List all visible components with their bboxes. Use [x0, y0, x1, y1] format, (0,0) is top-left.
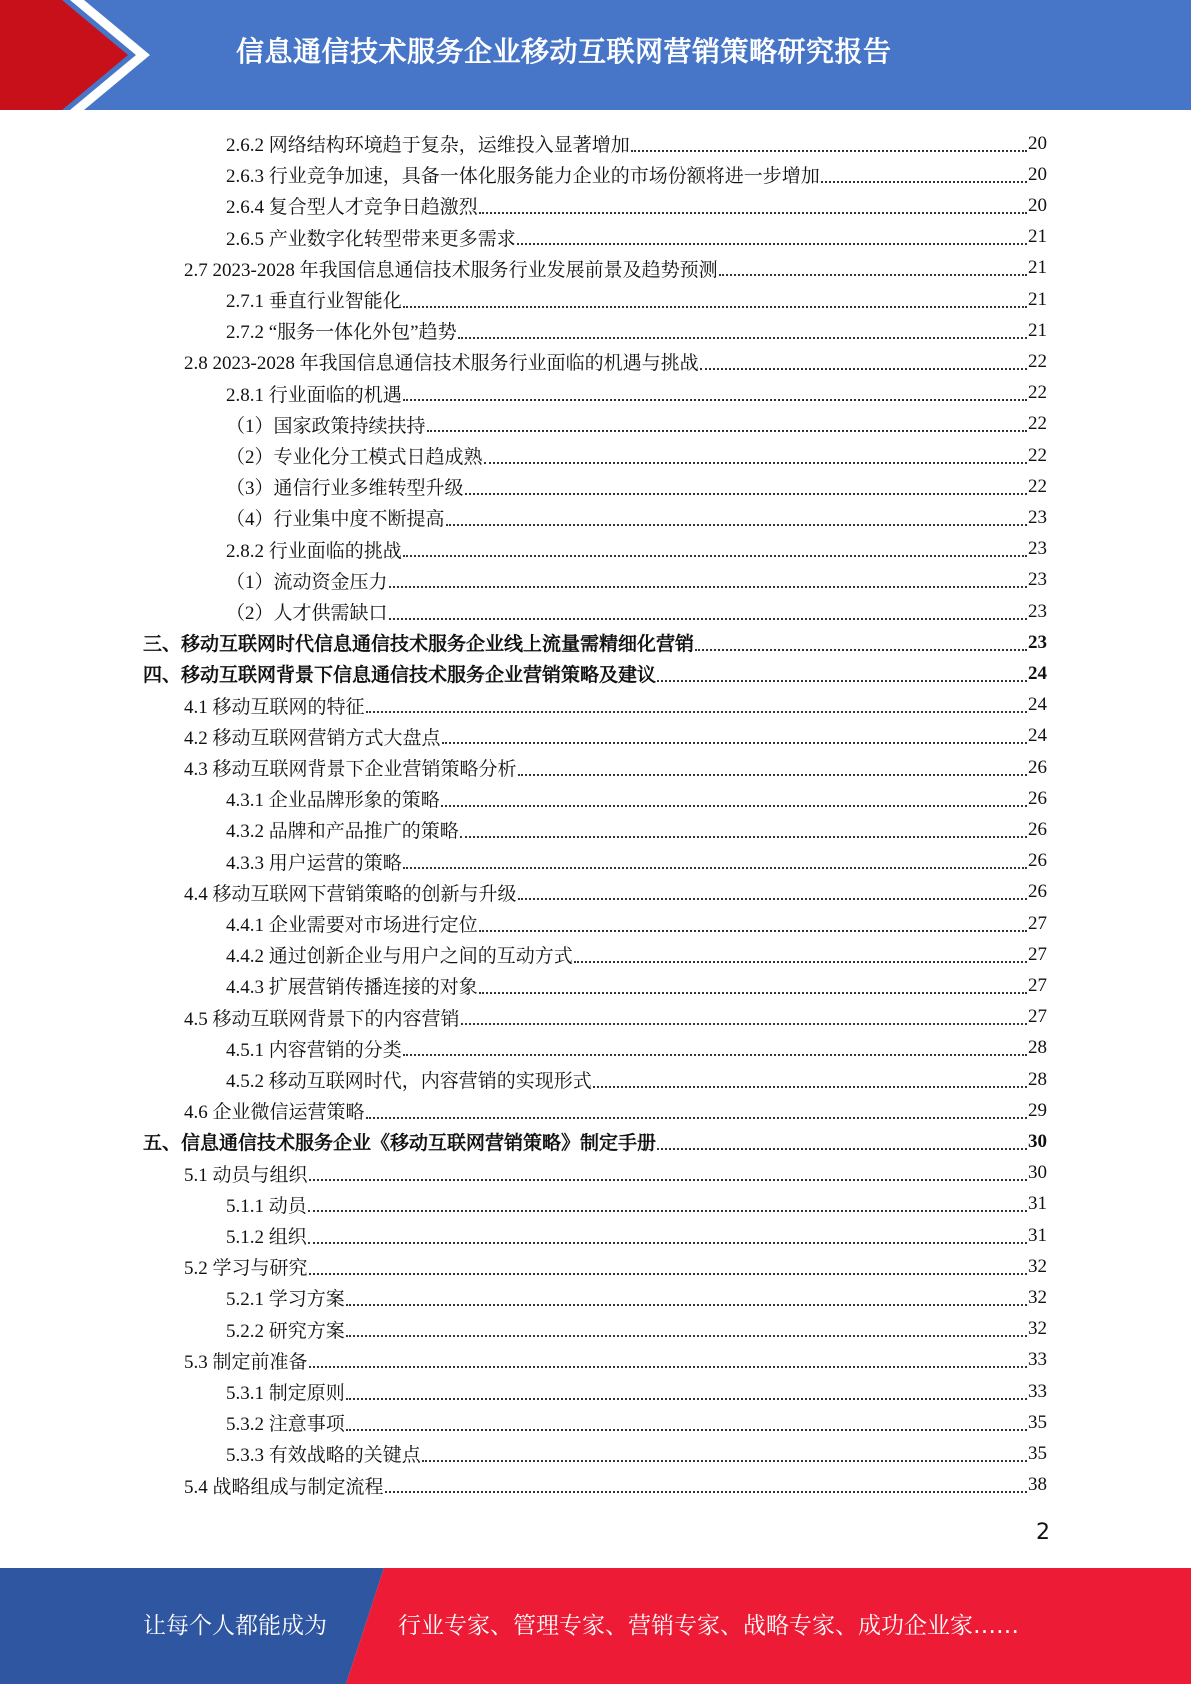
toc-entry[interactable] [184, 752, 1047, 783]
toc-entry-page: 21 [1028, 226, 1047, 248]
toc-entry[interactable] [226, 939, 1047, 970]
toc-entry[interactable] [226, 783, 1047, 814]
toc-entry[interactable] [226, 1438, 1047, 1469]
toc-entry[interactable] [143, 658, 1047, 689]
toc-entry-page: 21 [1028, 288, 1047, 310]
toc-entry[interactable] [226, 596, 1047, 627]
toc-entry-page: 23 [1028, 600, 1047, 622]
toc-entry-label: （2）专业化分工模式日趋成熟 [226, 447, 483, 468]
toc-dot-leader [403, 306, 1027, 308]
toc-entry[interactable] [226, 908, 1047, 939]
document-title: 信息通信技术服务企业移动互联网营销策略研究报告 [236, 35, 892, 68]
toc-entry-label: 5.3.2 注意事项 [226, 1414, 345, 1436]
toc-entry-page: 27 [1028, 943, 1047, 965]
toc-dot-leader [403, 555, 1027, 557]
toc-entry-label: 2.7.1 垂直行业智能化 [226, 291, 402, 312]
toc-entry-page: 24 [1028, 662, 1047, 684]
toc-entry-page: 21 [1028, 319, 1047, 341]
toc-dot-leader [574, 961, 1027, 963]
toc-entry-label: 2.7 2023-2028 年我国信息通信技术服务行业发展前景及趋势预测 [184, 259, 718, 281]
toc-dot-leader [308, 1242, 1027, 1244]
toc-entry-page: 27 [1028, 912, 1047, 934]
toc-dot-leader [389, 618, 1027, 620]
toc-entry-page: 27 [1028, 1006, 1047, 1028]
toc-entry-label: 2.6.2 网络结构环境趋于复杂，运维投入显著增加 [226, 135, 630, 156]
toc-entry[interactable] [226, 970, 1047, 1001]
toc-entry-page: 31 [1028, 1224, 1047, 1246]
toc-dot-leader [441, 805, 1027, 807]
page-number: 2 [1036, 1520, 1050, 1545]
toc-entry-page: 26 [1028, 818, 1047, 840]
toc-entry[interactable] [226, 222, 1047, 253]
toc-entry-page: 35 [1028, 1411, 1047, 1433]
toc-entry[interactable] [226, 409, 1047, 440]
toc-entry-page: 21 [1028, 257, 1047, 279]
toc-dot-leader [631, 150, 1027, 152]
toc-dot-leader [657, 1148, 1027, 1150]
toc-entry[interactable] [226, 502, 1047, 533]
toc-entry[interactable] [226, 534, 1047, 565]
toc-entry-label: （3）通信行业多维转型升级 [226, 478, 464, 500]
toc-entry-label: 4.3.1 企业品牌形象的策略 [226, 790, 440, 812]
toc-dot-leader [346, 1429, 1027, 1431]
toc-dot-leader [458, 337, 1027, 339]
toc-entry-page: 23 [1028, 538, 1047, 560]
toc-entry[interactable] [143, 627, 1047, 658]
toc-entry-label: 5.2 学习与研究 [184, 1258, 308, 1280]
header-banner [0, 0, 1191, 110]
toc-entry-page: 24 [1028, 725, 1047, 747]
toc-entry-page: 20 [1028, 163, 1047, 185]
toc-entry-page: 26 [1028, 756, 1047, 778]
toc-dot-leader [517, 243, 1027, 245]
toc-entry[interactable] [184, 1002, 1047, 1033]
toc-dot-leader [346, 1304, 1027, 1306]
toc-entry[interactable] [184, 877, 1047, 908]
toc-entry-label: 5.1.1 动员 [226, 1195, 307, 1217]
toc-entry[interactable] [226, 1220, 1047, 1251]
toc-entry-label: 5.2.2 研究方案 [226, 1320, 345, 1342]
toc-dot-leader [518, 774, 1027, 776]
toc-dot-leader [427, 430, 1027, 432]
toc-dot-leader [657, 680, 1027, 682]
toc-entry-page: 22 [1028, 413, 1047, 435]
footer-slogan-left: 让每个人都能成为 [143, 1613, 327, 1639]
toc-entry-label: 2.6.5 产业数字化转型带来更多需求 [226, 228, 516, 250]
toc-entry-label: （2）人才供需缺口 [226, 603, 388, 624]
toc-entry-label: 5.2.1 学习方案 [226, 1289, 345, 1311]
toc-entry[interactable] [184, 1345, 1047, 1376]
toc-entry-page: 35 [1028, 1442, 1047, 1464]
toc-entry[interactable] [184, 1251, 1047, 1282]
toc-dot-leader [366, 1117, 1027, 1119]
toc-entry-page: 20 [1028, 132, 1047, 154]
toc-entry-label: 5.3 制定前准备 [184, 1351, 308, 1373]
toc-entry-label: 4.6 企业微信运营策略 [184, 1102, 365, 1124]
toc-entry[interactable] [184, 253, 1047, 284]
toc-entry-label: 5.1.2 组织 [226, 1227, 307, 1248]
toc-entry-page: 33 [1028, 1380, 1047, 1402]
toc-entry-page: 30 [1028, 1130, 1047, 1152]
toc-entry-label: 5.3.3 有效战略的关键点 [226, 1445, 421, 1467]
toc-entry[interactable] [226, 315, 1047, 346]
toc-entry[interactable] [184, 1470, 1047, 1501]
toc-entry[interactable] [143, 1126, 1047, 1157]
toc-entry[interactable] [184, 346, 1047, 377]
toc-entry-page: 26 [1028, 850, 1047, 872]
toc-entry-page: 32 [1028, 1255, 1047, 1277]
toc-entry[interactable] [184, 690, 1047, 721]
toc-entry-label: 4.3.3 用户运营的策略 [226, 852, 402, 874]
toc-entry-page: 28 [1028, 1037, 1047, 1059]
toc-entry-page: 38 [1028, 1474, 1047, 1496]
toc-entry[interactable] [226, 378, 1047, 409]
toc-entry-label: 2.7.2 “服务一体化外包”趋势 [226, 322, 457, 344]
toc-dot-leader [695, 649, 1027, 651]
toc-entry-label: 5.4 战略组成与制定流程 [184, 1476, 384, 1498]
toc-entry-label: （1）国家政策持续扶持 [226, 415, 426, 437]
toc-dot-leader [346, 1398, 1027, 1400]
toc-entry-label: 2.8.1 行业面临的机遇 [226, 384, 402, 406]
toc-entry-page: 20 [1028, 194, 1047, 216]
toc-entry-label: 4.4.2 通过创新企业与用户之间的互动方式 [226, 946, 573, 968]
toc-entry-label: 4.5 移动互联网背景下的内容营销 [184, 1008, 460, 1030]
toc-entry[interactable] [226, 565, 1047, 596]
footer-banner [0, 1568, 1191, 1684]
toc-entry-page: 30 [1028, 1162, 1047, 1184]
toc-dot-leader [461, 1023, 1027, 1025]
toc-entry[interactable] [184, 1158, 1047, 1189]
toc-entry-page: 24 [1028, 694, 1047, 716]
footer-slogan-right: 行业专家、管理专家、营销专家、战略专家、成功企业家…… [398, 1613, 1019, 1639]
toc-dot-leader [366, 711, 1027, 713]
toc-entry-label: 2.8.2 行业面临的挑战 [226, 540, 402, 562]
toc-entry[interactable] [226, 128, 1047, 159]
toc-dot-leader [389, 586, 1027, 588]
toc-entry[interactable] [226, 1033, 1047, 1064]
toc-entry[interactable] [226, 846, 1047, 877]
toc-entry-page: 28 [1028, 1068, 1047, 1090]
toc-dot-leader [479, 212, 1027, 214]
toc-dot-leader [442, 742, 1027, 744]
toc-dot-leader [309, 1366, 1027, 1368]
toc-entry[interactable] [226, 471, 1047, 502]
toc-entry-page: 29 [1028, 1099, 1047, 1121]
toc-entry-label: 2.6.4 复合型人才竞争日趋激烈 [226, 197, 478, 219]
toc-entry-page: 22 [1028, 350, 1047, 372]
toc-entry-page: 27 [1028, 974, 1047, 996]
toc-entry-page: 23 [1028, 506, 1047, 528]
toc-entry-page: 23 [1028, 631, 1047, 653]
toc-entry[interactable] [226, 1189, 1047, 1220]
toc-dot-leader [309, 1273, 1027, 1275]
toc-entry-label: 5.3.1 制定原则 [226, 1383, 345, 1404]
toc-entry-label: 4.5.2 移动互联网时代，内容营销的实现形式 [226, 1071, 592, 1092]
toc-entry-label: 五、信息通信技术服务企业《移动互联网营销策略》制定手册 [143, 1133, 657, 1155]
toc-dot-leader [479, 992, 1027, 994]
toc-entry-label: 4.3.2 品牌和产品推广的策略 [226, 821, 459, 843]
toc-entry-label: 4.2 移动互联网营销方式大盘点 [184, 727, 441, 749]
toc-dot-leader [403, 1054, 1027, 1056]
toc-entry-page: 26 [1028, 881, 1047, 903]
toc-dot-leader [346, 1335, 1027, 1337]
toc-entry-label: 4.5.1 内容营销的分类 [226, 1039, 402, 1061]
toc-entry-page: 32 [1028, 1318, 1047, 1340]
toc-entry-page: 22 [1028, 475, 1047, 497]
toc-entry[interactable] [184, 1095, 1047, 1126]
toc-entry-label: 2.8 2023-2028 年我国信息通信技术服务行业面临的机遇与挑战 [184, 353, 699, 375]
toc-entry[interactable] [226, 284, 1047, 315]
toc-entry-label: 4.4.3 扩展营销传播连接的对象 [226, 977, 478, 999]
toc-dot-leader [460, 836, 1027, 838]
toc-entry-page: 22 [1028, 444, 1047, 466]
toc-dot-leader [700, 368, 1027, 370]
toc-dot-leader [422, 1460, 1027, 1462]
toc-entry[interactable] [226, 159, 1047, 190]
toc-entry-label: （1）流动资金压力 [226, 571, 388, 593]
toc-entry[interactable] [226, 440, 1047, 471]
toc-entry[interactable] [226, 1407, 1047, 1438]
toc-entry[interactable] [226, 190, 1047, 221]
toc-entry-page: 23 [1028, 569, 1047, 591]
toc-entry-page: 31 [1028, 1193, 1047, 1215]
toc-entry-page: 22 [1028, 382, 1047, 404]
toc-entry[interactable] [226, 1064, 1047, 1095]
toc-entry-label: 5.1 动员与组织 [184, 1164, 308, 1186]
toc-dot-leader [518, 898, 1027, 900]
toc-entry[interactable] [226, 1314, 1047, 1345]
toc-entry-page: 32 [1028, 1286, 1047, 1308]
toc-entry-page: 33 [1028, 1349, 1047, 1371]
toc-entry-label: 4.3 移动互联网背景下企业营销策略分析 [184, 759, 517, 780]
toc-dot-leader [719, 274, 1027, 276]
toc-dot-leader [309, 1179, 1027, 1181]
toc-entry[interactable] [226, 1282, 1047, 1313]
toc-dot-leader [821, 181, 1027, 183]
toc-dot-leader [465, 493, 1027, 495]
toc-entry-label: 2.6.3 行业竞争加速，具备一体化服务能力企业的市场份额将进一步增加 [226, 166, 820, 188]
toc-dot-leader [403, 867, 1027, 869]
toc-dot-leader [479, 930, 1027, 932]
toc-entry-label: 三、移动互联网时代信息通信技术服务企业线上流量需精细化营销 [143, 634, 695, 656]
toc-entry-page: 26 [1028, 787, 1047, 809]
toc-dot-leader [308, 1210, 1027, 1212]
toc-entry-label: 4.4 移动互联网下营销策略的创新与升级 [184, 883, 517, 905]
toc-entry-label: 4.4.1 企业需要对市场进行定位 [226, 915, 478, 936]
toc-dot-leader [403, 399, 1027, 401]
toc-dot-leader [593, 1086, 1027, 1088]
toc-entry-label: 4.1 移动互联网的特征 [184, 696, 365, 718]
toc-entry[interactable] [226, 814, 1047, 845]
toc-dot-leader [385, 1491, 1027, 1493]
toc-entry-label: （4）行业集中度不断提高 [226, 509, 445, 531]
toc-dot-leader [446, 524, 1027, 526]
toc-entry-label: 四、移动互联网背景下信息通信技术服务企业营销策略及建议 [143, 665, 657, 687]
toc-entry[interactable] [184, 721, 1047, 752]
toc-entry[interactable] [226, 1376, 1047, 1407]
toc-dot-leader [484, 462, 1027, 464]
